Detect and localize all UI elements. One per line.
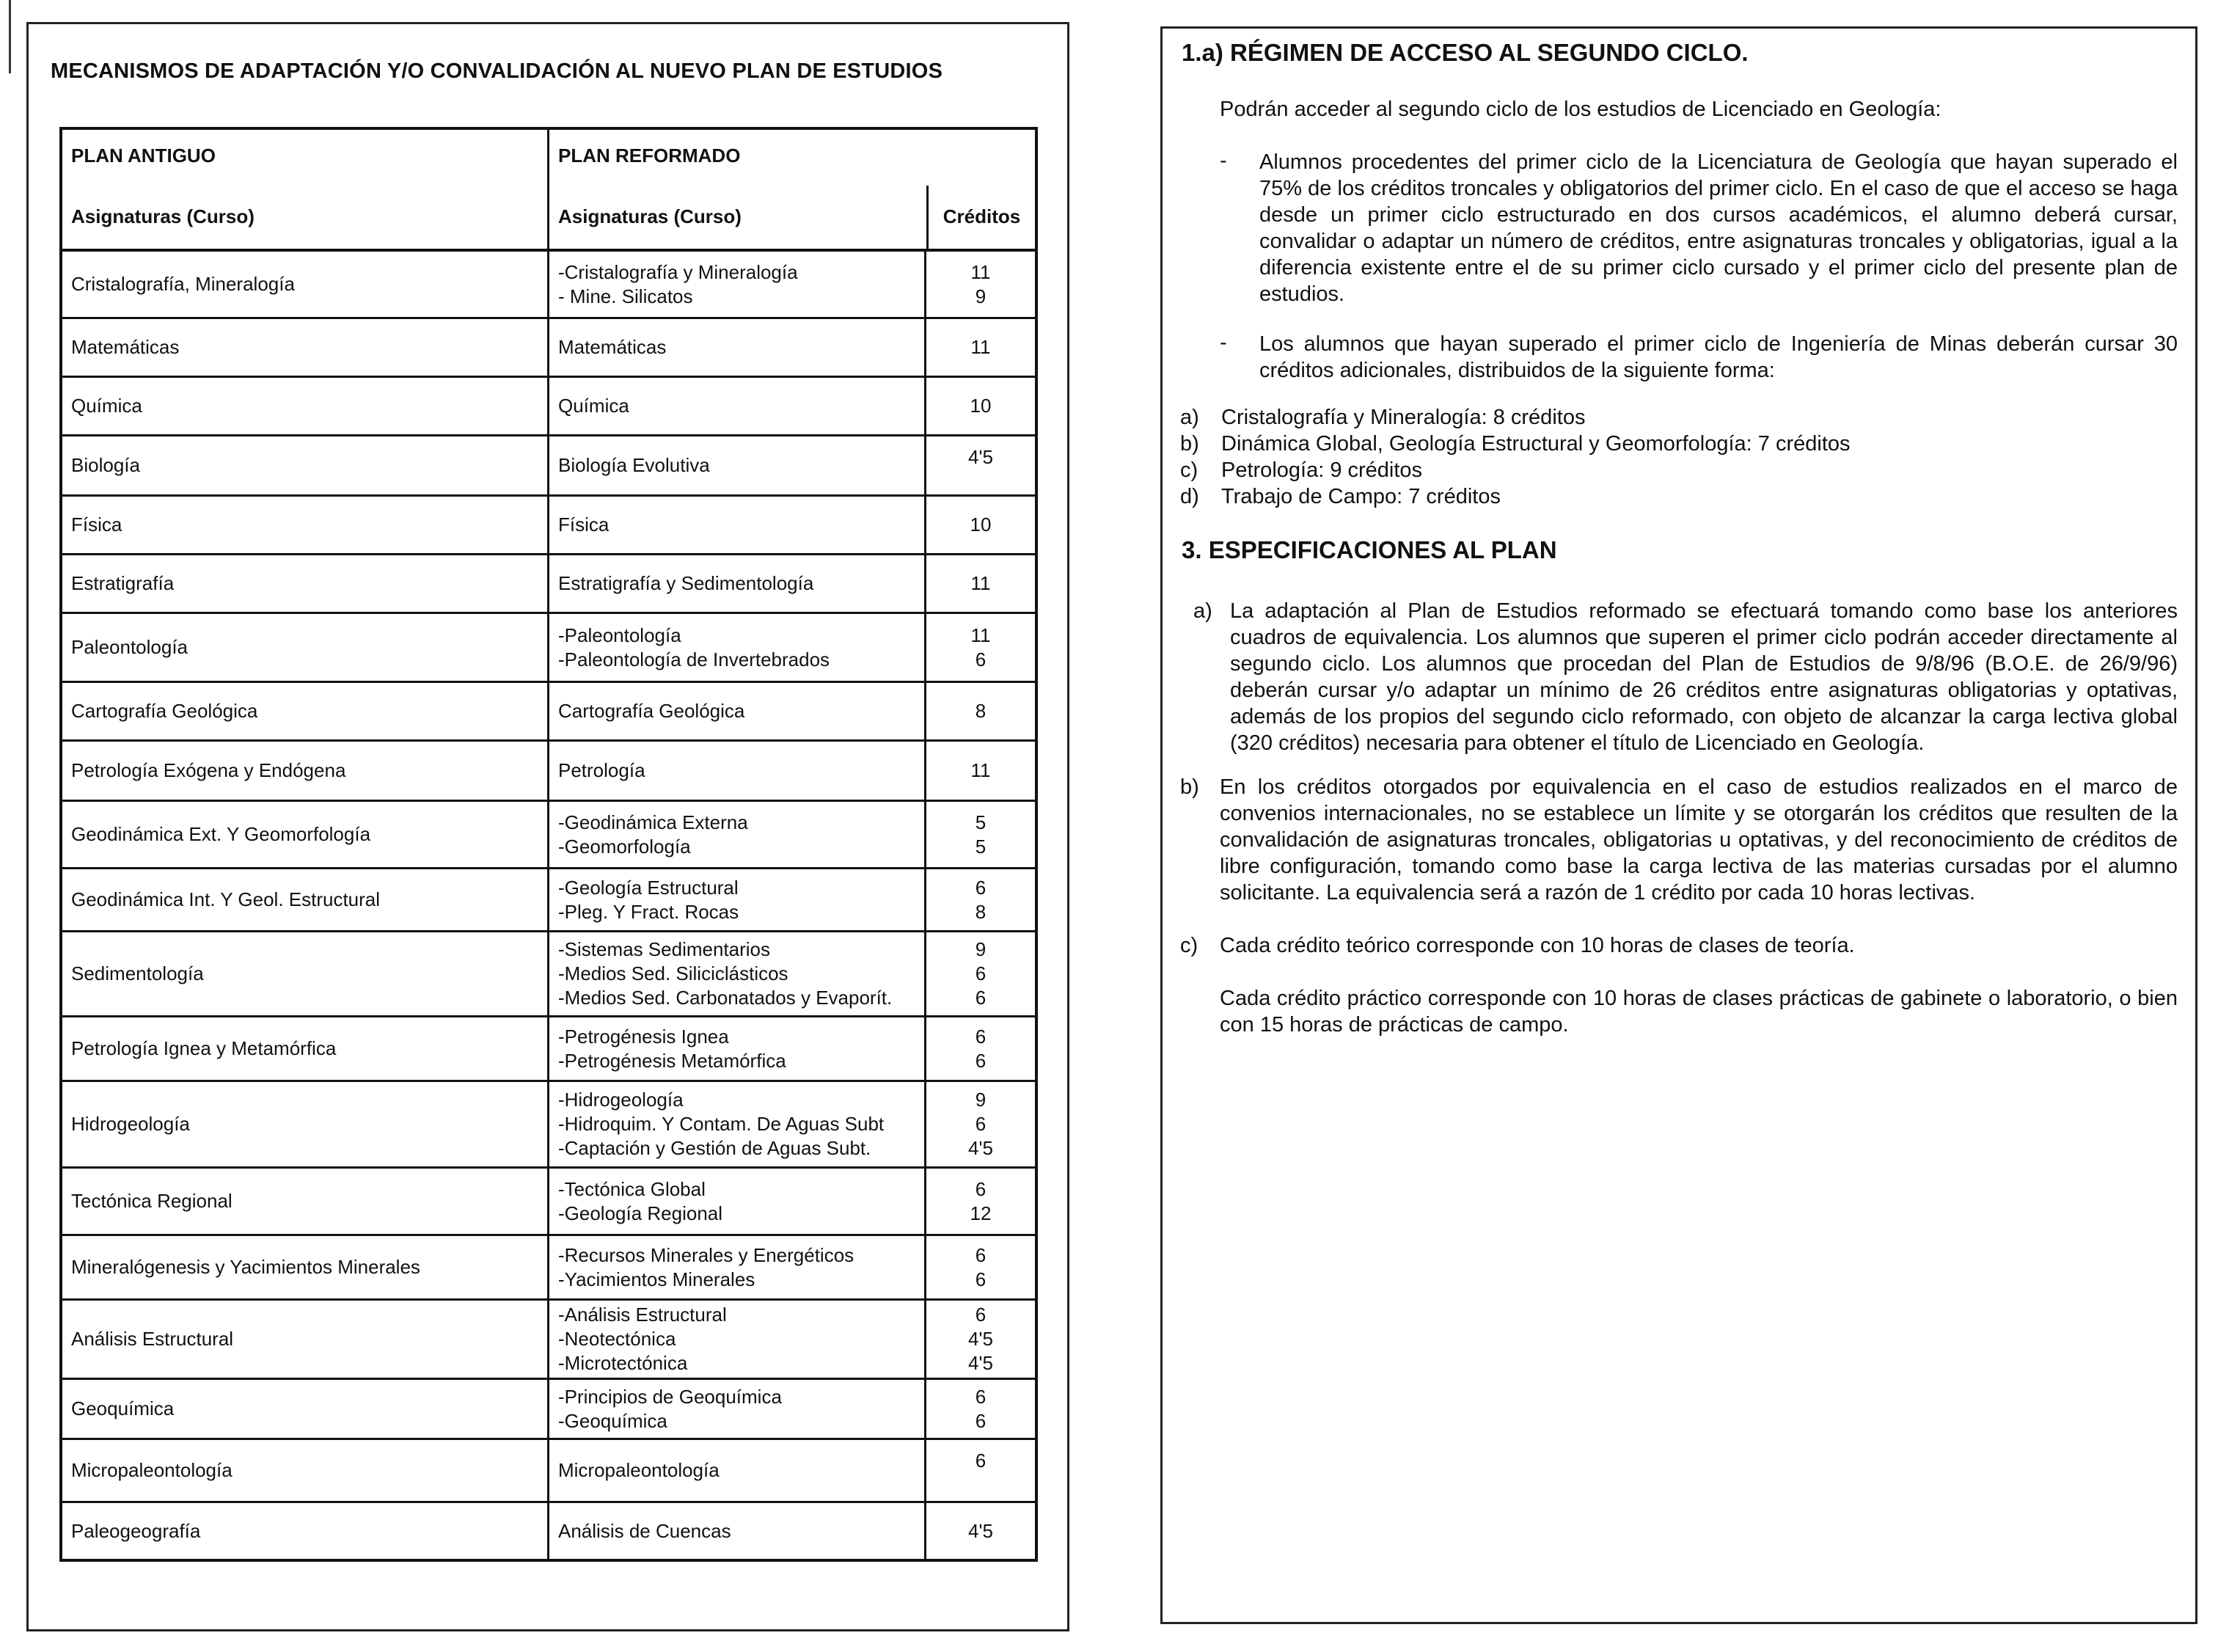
right-page: [1160, 26, 2197, 1624]
credit-value: 8: [975, 700, 987, 722]
old-subject-name: Estratigrafía: [71, 572, 175, 594]
credit-value: 6: [975, 1268, 987, 1290]
old-subject-cell: [62, 1301, 549, 1378]
old-subject-cell: [62, 869, 549, 930]
new-subject-list: [558, 932, 892, 1015]
credit-value: 10: [970, 395, 992, 417]
new-subject-cell: [549, 1236, 926, 1298]
old-subject-name: Biología: [71, 454, 140, 476]
credit-list-label: d): [1180, 485, 1199, 508]
credit-list-item: [1180, 404, 1585, 431]
new-subject-cell: [549, 497, 926, 553]
new-subject-name: -Paleontología: [558, 624, 681, 646]
table-row: [62, 1301, 1035, 1380]
new-subject-cell: [549, 614, 926, 681]
bullet-dash-1: -: [1220, 149, 1227, 172]
access-intro: Podrán acceder al segundo ciclo de los estudios de Licenciado en Geología:: [1220, 98, 1941, 121]
credits-list: [926, 1236, 1035, 1298]
credit-value: 6: [975, 1177, 987, 1200]
credit-value: 6: [975, 1025, 987, 1048]
credit-value: 4'5: [968, 1137, 993, 1159]
new-subject-name: Petrología: [558, 759, 645, 781]
old-subject-name: Paleogeografía: [71, 1519, 201, 1542]
new-subject-name: -Geología Regional: [558, 1202, 723, 1224]
left-page: [26, 22, 1069, 1631]
new-subject-cell: [549, 742, 926, 800]
spec-b-label: b): [1180, 775, 1199, 799]
old-subject-cell: [62, 436, 549, 494]
credits-cell: [926, 683, 1035, 739]
credits-list: [926, 497, 1035, 553]
new-subject-list: [558, 869, 739, 930]
spec-a-text: La adaptación al Plan de Estudios reformado se efectuará tomando como base los anteriores cuadros de equivalencia. Los alumnos que superen el primer ciclo podrán acceder directamente al segundo ciclo. Los alumnos que procedan del Plan de Estudios de 9/8/96 (B.O.E. de 26/9/96) deberán cursar y/o adaptar un mínimo de 26 créditos entre asignaturas obligatorias y optativas, además de los propios del segundo ciclo reformado, con objeto de alcanzar la carga lectiva global (320 créditos) necesaria para obtener el título de Licenciado en Geología.: [1230, 599, 2178, 755]
new-subject-name: -Paleontología de Invertebrados: [558, 648, 830, 670]
new-subject-name: -Medios Sed. Carbonatados y Evaporít.: [558, 987, 893, 1009]
credit-value: 9: [975, 1089, 987, 1111]
new-subject-name: -Hidroquim. Y Contam. De Aguas Subt: [558, 1113, 885, 1135]
new-subject-list: [558, 436, 710, 494]
credits-list: [926, 869, 1035, 930]
table-row: [62, 802, 1035, 869]
credit-list-text: Dinámica Global, Geología Estructural y Geomorfología: 7 créditos: [1221, 432, 1851, 456]
old-subject-cell: [62, 252, 549, 317]
header-old-plan: [62, 130, 549, 249]
new-subject-cell: [549, 1017, 926, 1080]
credits-list: [926, 932, 1035, 1015]
credits-list: [926, 1082, 1035, 1166]
credits-list: [926, 555, 1035, 612]
credits-list: [926, 252, 1035, 317]
table-row: [62, 869, 1035, 932]
header-plan-reformado: PLAN REFORMADO: [558, 145, 741, 167]
new-subject-list: [558, 1380, 782, 1438]
old-subject-name: Petrología Ignea y Metamórfica: [71, 1037, 337, 1059]
new-subject-name: -Análisis Estructural: [558, 1304, 727, 1326]
new-subject-name: -Geomorfología: [558, 835, 691, 858]
table-row: [62, 683, 1035, 742]
old-subject-cell: [62, 319, 549, 376]
table-row: [62, 378, 1035, 436]
credits-cell: [926, 497, 1035, 553]
old-subject-name: Sedimentología: [71, 962, 204, 984]
credits-cell: [926, 1301, 1035, 1378]
credit-value: 6: [975, 648, 987, 670]
new-subject-cell: [549, 1301, 926, 1378]
new-subject-cell: [549, 1440, 926, 1501]
old-subject-name: Geodinámica Int. Y Geol. Estructural: [71, 888, 381, 910]
table-row: [62, 742, 1035, 802]
old-subject-cell: [62, 1169, 549, 1234]
old-subject-cell: [62, 378, 549, 434]
new-subject-cell: [549, 869, 926, 930]
table-row: [62, 1082, 1035, 1169]
old-subject-cell: [62, 1503, 549, 1559]
old-subject-cell: [62, 1380, 549, 1438]
margin-mark: [9, 0, 11, 73]
credits-cell: [926, 1503, 1035, 1559]
spec-a-label: a): [1193, 599, 1212, 623]
spec-c-text: Cada crédito teórico corresponde con 10 horas de clases de teoría.: [1220, 934, 1855, 957]
credit-value: 4'5: [968, 1352, 993, 1374]
credit-value: 9: [975, 938, 987, 960]
new-subject-name: -Sistemas Sedimentarios: [558, 938, 770, 960]
credits-cell: [926, 1017, 1035, 1080]
credit-list-text: Trabajo de Campo: 7 créditos: [1221, 485, 1501, 508]
old-subject-name: Geodinámica Ext. Y Geomorfología: [71, 823, 371, 845]
credit-value: 4'5: [968, 446, 993, 468]
credit-value: 11: [970, 260, 991, 283]
table-row: [62, 1440, 1035, 1503]
new-subject-list: [558, 1301, 727, 1378]
new-subject-name: -Medios Sed. Siliciclásticos: [558, 962, 788, 984]
new-subject-cell: [549, 319, 926, 376]
credits-cell: [926, 614, 1035, 681]
new-subject-list: [558, 1169, 722, 1234]
table-row: [62, 1169, 1035, 1236]
old-subject-name: Cristalografía, Mineralogía: [71, 273, 295, 295]
table-row: [62, 252, 1035, 319]
table-header: [62, 130, 1035, 252]
credit-value: 5: [975, 835, 987, 858]
credit-value: 6: [975, 1409, 987, 1432]
credits-cell: [926, 869, 1035, 930]
credit-list-text: Petrología: 9 créditos: [1221, 458, 1423, 482]
new-subject-list: [558, 1236, 854, 1298]
new-subject-name: Física: [558, 513, 610, 536]
section-1a-heading: 1.a) RÉGIMEN DE ACCESO AL SEGUNDO CICLO.: [1182, 39, 1749, 66]
credit-value: 4'5: [968, 1519, 993, 1542]
new-subject-name: -Principios de Geoquímica: [558, 1385, 782, 1408]
new-subject-list: [558, 252, 798, 317]
table-row: [62, 932, 1035, 1017]
credit-value: 6: [975, 962, 987, 984]
credits-list: [926, 683, 1035, 739]
old-subject-name: Micropaleontología: [71, 1459, 233, 1481]
credits-list: [926, 1017, 1035, 1080]
old-subject-cell: [62, 614, 549, 681]
credit-value: 6: [975, 1304, 987, 1326]
header-credits: [926, 186, 1035, 249]
credit-value: 11: [970, 624, 991, 646]
credit-list-label: c): [1180, 458, 1198, 482]
credits-cell: [926, 252, 1035, 317]
credit-value: 11: [970, 759, 991, 781]
new-subject-name: Estratigrafía y Sedimentología: [558, 572, 814, 594]
new-subject-cell: [549, 802, 926, 867]
new-subject-name: -Microtectónica: [558, 1352, 688, 1374]
credit-list-label: a): [1180, 406, 1199, 429]
old-subject-cell: [62, 555, 549, 612]
new-subject-list: [558, 1440, 720, 1501]
new-subject-name: Cartografía Geológica: [558, 700, 745, 722]
credits-cell: [926, 1380, 1035, 1438]
credit-value: 8: [975, 900, 987, 923]
new-subject-cell: [549, 1503, 926, 1559]
equivalence-table: [59, 127, 1038, 1562]
credits-list: [926, 1380, 1035, 1438]
credits-list: [926, 742, 1035, 800]
table-row: [62, 555, 1035, 614]
credit-list-text: Cristalografía y Mineralogía: 8 créditos: [1221, 406, 1586, 429]
credits-cell: [926, 378, 1035, 434]
header-new-plan: [549, 130, 926, 249]
header-creditos: Créditos: [943, 205, 1021, 227]
credits-cell: [926, 436, 1035, 494]
new-subject-name: -Neotectónica: [558, 1328, 676, 1350]
old-subject-cell: [62, 1236, 549, 1298]
credits-cell: [926, 932, 1035, 1015]
credit-list-item: [1180, 457, 1422, 483]
credit-list-label: b): [1180, 432, 1199, 456]
old-subject-name: Paleontología: [71, 636, 189, 658]
new-subject-cell: [549, 683, 926, 739]
credit-value: 5: [975, 811, 987, 833]
credit-value: 4'5: [968, 1328, 993, 1350]
new-subject-name: -Geodinámica Externa: [558, 811, 748, 833]
credit-list-item: [1180, 483, 1501, 510]
table-body: [62, 252, 1035, 1559]
old-subject-cell: [62, 683, 549, 739]
new-subject-cell: [549, 555, 926, 612]
credit-value: 6: [975, 876, 987, 899]
credits-list: [926, 319, 1035, 376]
credit-value: 6: [975, 1049, 987, 1072]
old-subject-cell: [62, 1440, 549, 1501]
credits-list: [926, 1169, 1035, 1234]
new-subject-name: -Hidrogeología: [558, 1089, 684, 1111]
old-subject-cell: [62, 802, 549, 867]
new-subject-cell: [549, 378, 926, 434]
new-subject-cell: [549, 1082, 926, 1166]
new-subject-cell: [549, 1380, 926, 1438]
credits-cell: [926, 802, 1035, 867]
credits-cell: [926, 742, 1035, 800]
table-row: [62, 614, 1035, 683]
new-subject-cell: [549, 252, 926, 317]
spec-b-text: En los créditos otorgados por equivalencia en el caso de estudios realizados en el marco de convenios internacionales, no se establece un límite y se otorgarán los créditos que resulten de la convalidación de asignaturas troncales, obligatorias u optativas, y del reconocimiento de créditos de libre configuración, tomando como base la carga lectiva de las materias cursadas por el alumno solicitante. La equivalencia será a razón de 1 crédito por cada 10 horas lectivas.: [1220, 775, 2178, 904]
old-subject-cell: [62, 742, 549, 800]
new-subject-name: Matemáticas: [558, 336, 667, 358]
new-subject-list: [558, 1082, 884, 1166]
table-row: [62, 1503, 1035, 1559]
old-subject-name: Petrología Exógena y Endógena: [71, 759, 346, 781]
credit-value: 11: [970, 572, 991, 594]
header-asignaturas-new: Asignaturas (Curso): [558, 205, 742, 227]
credit-value: 6: [975, 987, 987, 1009]
old-subject-name: Análisis Estructural: [71, 1328, 234, 1350]
old-subject-cell: [62, 932, 549, 1015]
table-row: [62, 497, 1035, 555]
new-subject-list: [558, 378, 629, 434]
credits-list: [926, 1503, 1035, 1559]
section-3-heading: 3. ESPECIFICACIONES AL PLAN: [1182, 536, 1557, 563]
credit-value: 6: [975, 1385, 987, 1408]
spec-c-label: c): [1180, 934, 1198, 957]
old-subject-cell: [62, 497, 549, 553]
new-subject-list: [558, 802, 748, 867]
new-subject-name: -Cristalografía y Mineralogía: [558, 260, 798, 283]
new-subject-name: Micropaleontología: [558, 1459, 720, 1481]
new-subject-list: [558, 742, 645, 800]
credits-list: [926, 802, 1035, 867]
header-plan-antiguo: PLAN ANTIGUO: [71, 145, 216, 167]
credits-list: [926, 614, 1035, 681]
old-subject-name: Química: [71, 395, 142, 417]
old-subject-name: Mineralógenesis y Yacimientos Minerales: [71, 1256, 420, 1278]
header-asignaturas-old: Asignaturas (Curso): [71, 205, 255, 227]
credits-list: [926, 378, 1035, 434]
credits-cell: [926, 1440, 1035, 1501]
old-subject-name: Geoquímica: [71, 1397, 175, 1419]
new-subject-name: Análisis de Cuencas: [558, 1519, 731, 1542]
credits-cell: [926, 319, 1035, 376]
credit-value: 10: [970, 513, 992, 536]
access-bullet-2: Los alumnos que hayan superado el primer ciclo de Ingeniería de Minas deberán cursar 30 créditos adicionales, distribuidos de la siguiente forma:: [1259, 332, 2178, 382]
table-row: [62, 436, 1035, 497]
table-row: [62, 319, 1035, 378]
table-row: [62, 1236, 1035, 1301]
new-subject-list: [558, 1503, 731, 1559]
new-subject-name: Química: [558, 395, 629, 417]
new-subject-name: -Petrogénesis Ignea: [558, 1025, 729, 1048]
credits-list: [926, 436, 1035, 494]
table-row: [62, 1017, 1035, 1082]
old-subject-name: Física: [71, 513, 122, 536]
old-subject-name: Tectónica Regional: [71, 1190, 233, 1212]
access-bullet-1: Alumnos procedentes del primer ciclo de la Licenciatura de Geología que hayan superado el 75% de los créditos troncales y obligatorios del primer ciclo. En el caso de que el acceso se haga desde un primer ciclo estructurado en dos cursos académicos, el alumno deberá cursar, convalidar o adaptar un número de créditos, entre asignaturas troncales y obligatorias, igual a la diferencia existente entre el de su primer ciclo cursado y el primer ciclo del presente plan de estudios.: [1259, 150, 2178, 306]
credits-cell: [926, 1169, 1035, 1234]
new-subject-list: [558, 497, 609, 553]
new-subject-cell: [549, 1169, 926, 1234]
page-title: MECANISMOS DE ADAPTACIÓN Y/O CONVALIDACIÓN AL NUEVO PLAN DE ESTUDIOS: [51, 59, 943, 83]
credits-list: [926, 1440, 1035, 1501]
new-subject-cell: [549, 436, 926, 494]
new-subject-name: - Mine. Silicatos: [558, 285, 693, 307]
old-subject-cell: [62, 1082, 549, 1166]
new-subject-list: [558, 555, 813, 612]
new-subject-list: [558, 319, 666, 376]
old-subject-name: Hidrogeología: [71, 1113, 190, 1135]
new-subject-name: -Tectónica Global: [558, 1177, 706, 1200]
new-subject-name: -Captación y Gestión de Aguas Subt.: [558, 1137, 871, 1159]
bullet-dash-2: -: [1220, 331, 1227, 354]
new-subject-list: [558, 614, 830, 681]
old-subject-cell: [62, 1017, 549, 1080]
new-subject-name: -Geoquímica: [558, 1409, 667, 1432]
credit-value: 9: [975, 285, 987, 307]
credit-list-item: [1180, 431, 1851, 457]
new-subject-list: [558, 1017, 786, 1080]
new-subject-name: -Petrogénesis Metamórfica: [558, 1049, 786, 1072]
new-subject-name: -Yacimientos Minerales: [558, 1268, 755, 1290]
credit-value: 6: [975, 1450, 987, 1472]
credits-cell: [926, 1236, 1035, 1298]
credit-value: 12: [970, 1202, 992, 1224]
new-subject-list: [558, 683, 744, 739]
new-subject-cell: [549, 932, 926, 1015]
credits-list: [926, 1301, 1035, 1378]
new-subject-name: -Geología Estructural: [558, 876, 739, 899]
credits-cell: [926, 555, 1035, 612]
new-subject-name: Biología Evolutiva: [558, 454, 710, 476]
new-subject-name: -Recursos Minerales y Energéticos: [558, 1243, 854, 1266]
spec-c-practical: Cada crédito práctico corresponde con 10 horas de clases prácticas de gabinete o laboratorio, o bien con 15 horas de prácticas de campo.: [1220, 987, 2178, 1037]
old-subject-name: Cartografía Geológica: [71, 700, 258, 722]
credit-value: 6: [975, 1243, 987, 1266]
new-subject-name: -Pleg. Y Fract. Rocas: [558, 900, 739, 923]
table-row: [62, 1380, 1035, 1440]
credit-value: 11: [970, 336, 991, 358]
credit-value: 6: [975, 1113, 987, 1135]
old-subject-name: Matemáticas: [71, 336, 180, 358]
credits-cell: [926, 1082, 1035, 1166]
